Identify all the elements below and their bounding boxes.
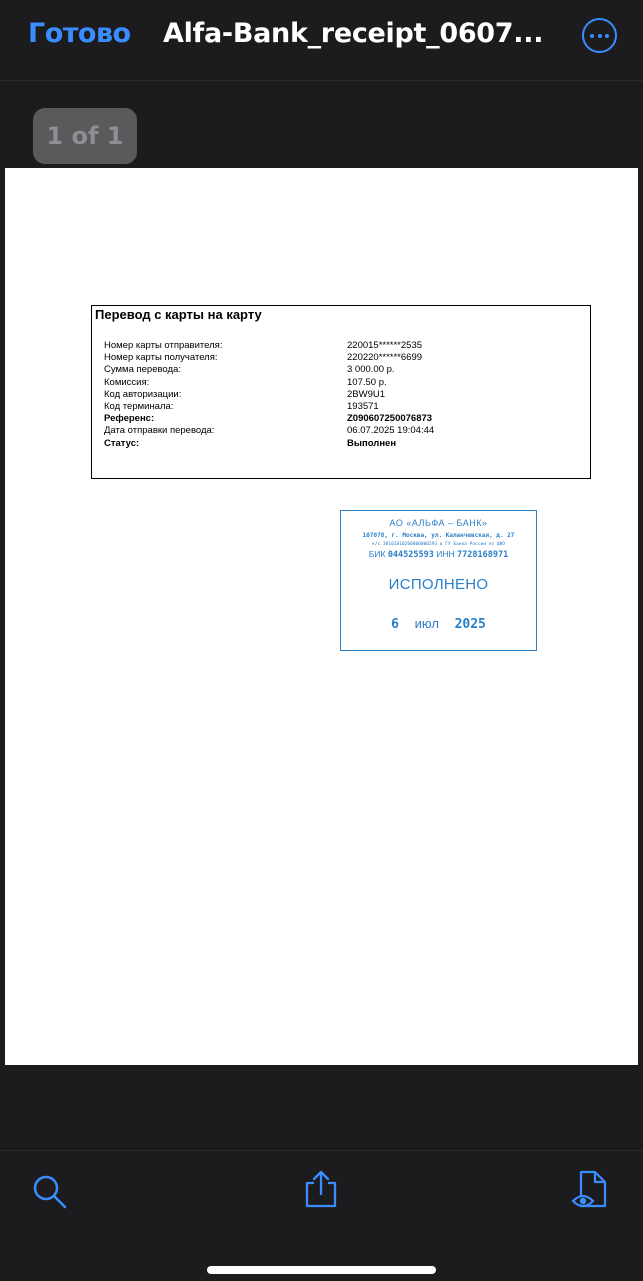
receipt-row-label: Дата отправки перевода: bbox=[104, 425, 215, 437]
bank-stamp bbox=[340, 510, 537, 651]
receipt-row-label: Статус: bbox=[104, 437, 140, 449]
receipt-row-label: Номер карты получателя: bbox=[104, 352, 218, 364]
page-indicator: 1 of 1 bbox=[33, 108, 137, 164]
search-icon[interactable] bbox=[32, 1174, 68, 1215]
receipt-row-value: 107.50 р. bbox=[347, 376, 387, 388]
stamp-inn-label: ИНН bbox=[436, 549, 455, 559]
receipt-row-value: 3 000.00 р. bbox=[347, 364, 395, 376]
receipt-title: Перевод с карты на карту bbox=[95, 307, 262, 322]
receipt-row-label: Сумма перевода: bbox=[104, 364, 181, 376]
top-navigation-bar bbox=[0, 0, 643, 81]
stamp-bik-label: БИК bbox=[368, 549, 386, 559]
stamp-date-year: 2025 bbox=[454, 617, 486, 632]
receipt-row-value: 220015******2535 bbox=[347, 340, 423, 351]
receipt-row-label: Код авторизации: bbox=[104, 388, 182, 400]
document-view-icon[interactable] bbox=[571, 1169, 609, 1218]
stamp-bik: 044525593 bbox=[387, 550, 434, 560]
receipt-row-value: 193571 bbox=[347, 400, 379, 412]
bottom-toolbar bbox=[0, 1150, 643, 1281]
receipt-box bbox=[91, 305, 591, 479]
home-indicator[interactable] bbox=[207, 1266, 436, 1274]
receipt-row-value: Выполнен bbox=[347, 437, 397, 449]
receipt-row-label: Номер карты отправителя: bbox=[104, 340, 223, 351]
document-page[interactable] bbox=[5, 168, 638, 1065]
share-icon[interactable] bbox=[303, 1169, 339, 1214]
receipt-row-value: 220220******6699 bbox=[347, 352, 423, 364]
receipt-row-value: Z090607250076873 bbox=[347, 413, 433, 425]
more-options-icon[interactable] bbox=[582, 18, 617, 53]
receipt-row-value: 2BW9U1 bbox=[347, 388, 386, 400]
receipt-values bbox=[347, 340, 434, 450]
done-button[interactable]: Готово bbox=[28, 18, 131, 49]
receipt-row-value: 06.07.2025 19:04:44 bbox=[347, 425, 435, 437]
stamp-date-month: июл bbox=[414, 616, 439, 631]
stamp-address: 107078, г. Москва, ул. Каланчевская, д. 27 bbox=[362, 532, 515, 539]
stamp-date bbox=[341, 616, 536, 632]
stamp-bank-name: АО «АЛЬФА – БАНК» bbox=[389, 518, 488, 528]
receipt-labels bbox=[104, 340, 222, 450]
file-title: Alfa-Bank_receipt_0607... bbox=[163, 18, 543, 49]
stamp-date-day: 6 bbox=[391, 617, 399, 632]
receipt-row-label: Комиссия: bbox=[104, 376, 150, 388]
receipt-row-label: Референс: bbox=[104, 413, 155, 425]
stamp-inn: 7728168971 bbox=[457, 550, 509, 560]
stamp-status: ИСПОЛНЕНО bbox=[388, 576, 489, 593]
stamp-account: к/с 30101810200000000593 в ГУ Банка России по ЦФО bbox=[372, 542, 505, 547]
stamp-bik-inn bbox=[341, 549, 536, 560]
receipt-row-label: Код терминала: bbox=[104, 400, 174, 412]
